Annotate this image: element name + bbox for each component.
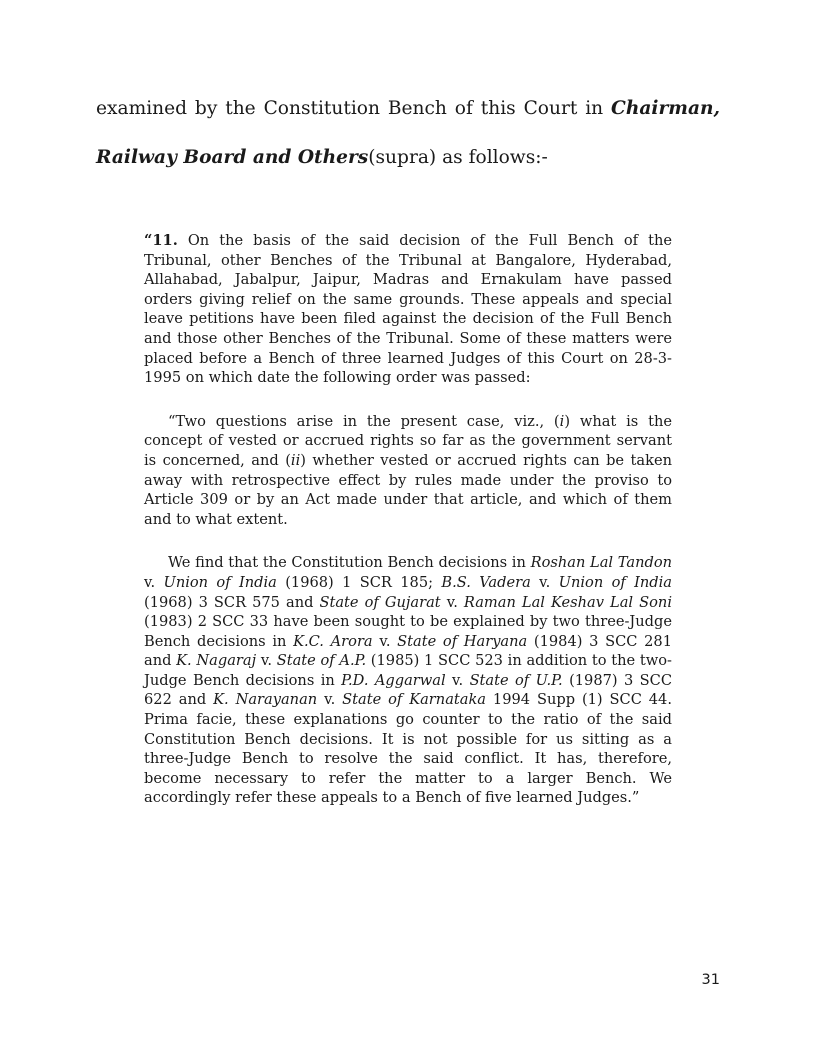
order-paragraph-2 [144,553,672,808]
order-text: (1968) 3 SCR 575 and [144,593,320,611]
case-name-chairman: Chairman, [611,98,720,119]
order-paragraph-1 [144,412,672,530]
case-name-railway-board: Railway Board and Others [96,147,369,168]
numeral-i: i [559,412,565,430]
order-text: (1968) 1 SCR 185; [276,573,442,591]
order-text: ) whether vested or accrued rights can be taken away with retrospective effect by rules made under the proviso to Article 309 or by an Act made under that article, and which of them and to what extent. [144,451,672,528]
case-citation: State of Karnataka [342,691,486,709]
case-citation: Raman Lal Keshav Lal Soni [463,593,672,611]
case-citation: State of Gujarat [319,593,441,611]
numeral-ii: ii [290,451,301,469]
order-text: 1994 Supp (1) SCC 44. Prima facie, these explanations go counter to the ratio of the said Constitution Bench decisions. It is not possible for us sitting as a three-Judge Bench to resolve the said conflict. It has, therefore, become necessary to refer the matter to a larger Bench. We accordingly refer these appeals to a Bench of five learned Judges.” [144,691,672,807]
order-text: v. [445,671,470,689]
order-text: (1983) 2 SCC 33 have been sought to be explained by two three-Judge Bench decisions in [144,613,672,650]
intro-text-supra: (supra) as follows:- [368,147,548,168]
intro-paragraph [96,84,720,182]
case-citation: P.D. Aggarwal [341,671,446,689]
order-text: ) what is the concept of vested or accrued rights so far as the government servant is concerned, and ( [144,412,672,469]
order-text: We find that the Constitution Bench decisions in [168,554,531,572]
order-text: (1987) 3 SCC 622 and [144,671,672,709]
case-citation: Roshan Lal Tandon [530,554,673,572]
quote-paragraph-11 [144,231,672,388]
page-number: 31 [701,972,720,988]
intro-line-1 [96,84,720,133]
case-citation: Union of India [163,573,277,591]
paragraph-text: On the basis of the said decision of the Full Bench of the Tribunal, other Benches of the Tribunal at Bangalore, Hyderabad, Allahabad, Jabalpur, Jaipur, Madras and Ernakulam have passed orders giving relief on the same grounds. These appeals and special leave petitions have been filed against the decision of the Full Bench and those other Benches of the Tribunal. Some of these matters were placed before a Bench of three learned Judges of this Court on 28-3-1995 on which date the following order was passed: [144,232,672,387]
order-text: (1984) 3 SCC 281 and [144,632,672,670]
case-citation: State of A.P. [276,652,367,670]
order-text: (1985) 1 SCC 523 in addition to the two-Judge Bench decisions in [144,652,672,689]
order-text: v. [530,573,559,591]
case-citation: K. Narayanan [213,691,318,709]
order-text: v. [317,691,343,709]
order-text: v. [440,593,464,611]
case-citation: K. Nagaraj [176,652,257,670]
case-citation: K.C. Arora [293,632,373,650]
order-text: v. [144,573,164,591]
order-text: v. [372,632,398,650]
order-text: “Two questions arise in the present case, viz., ( [168,412,560,430]
case-citation: State of Haryana [397,632,528,650]
case-citation: B.S. Vadera [441,573,531,591]
paragraph-number: “11. [144,232,178,249]
case-citation: Union of India [558,573,673,591]
block-quote [144,231,672,808]
case-citation: State of U.P. [469,671,563,689]
order-text: v. [256,652,277,670]
intro-text: examined by the Constitution Bench of this Court in [96,98,612,119]
